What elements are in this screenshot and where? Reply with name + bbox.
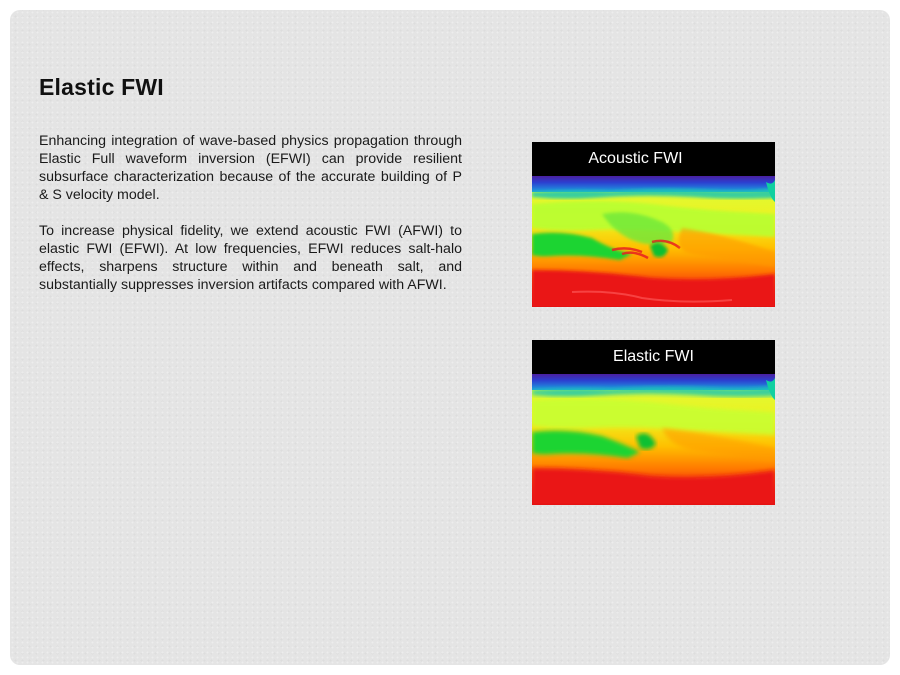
paragraph-efwi-intro: Enhancing integration of wave-based physics propagation through Elastic Full waveform inversion (EFWI) can provide resilient subsurface characterization because of the accurate building of P & S velocity model. bbox=[39, 133, 462, 203]
acoustic-fwi-label: Acoustic FWI bbox=[532, 142, 775, 176]
slide-body bbox=[39, 132, 462, 312]
elastic-fwi-figure bbox=[532, 340, 775, 505]
slide bbox=[10, 10, 890, 665]
paragraph-efwi-comparison: To increase physical fidelity, we extend acoustic FWI (AFWI) to elastic FWI (EFWI). At low frequencies, EFWI reduces salt-halo effects, sharpens structure within and beneath salt, and substantially suppresses inversion artifacts compared with AFWI. bbox=[39, 223, 462, 293]
acoustic-fwi-figure bbox=[532, 142, 775, 307]
slide-title: Elastic FWI bbox=[39, 74, 164, 100]
elastic-fwi-label: Elastic FWI bbox=[532, 340, 775, 374]
